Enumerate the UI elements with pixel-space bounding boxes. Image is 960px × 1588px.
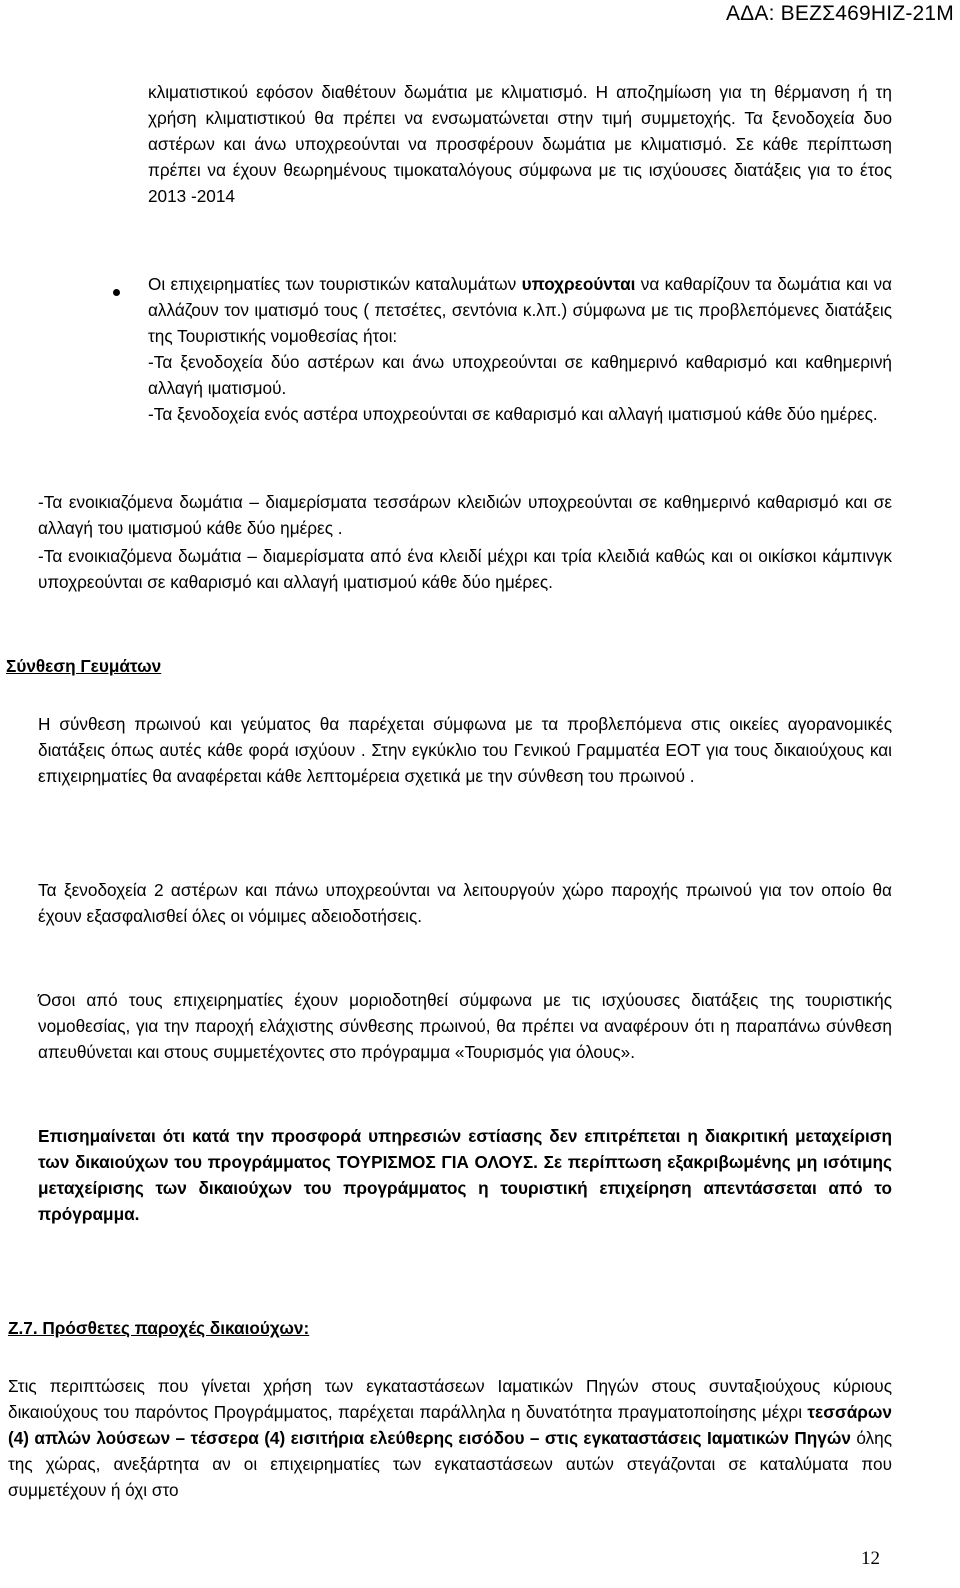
page-number: 12 [861, 1548, 880, 1569]
spa-text-post: όλης της χώρας, ανεξάρτητα αν οι επιχειρηματίες των εγκαταστάσεων αυτών στεγάζονται σε καταλύματα που συμμετέχουν ή όχι στο [8, 1428, 892, 1500]
bullet-text-bold: υποχρεούνται [521, 274, 636, 294]
heading-meal-composition: Σύνθεση Γευμάτων [6, 656, 162, 676]
bullet-text-pre: Οι επιχειρηματίες των τουριστικών καταλυμάτων [148, 274, 522, 294]
bullet-text-post: να καθαρίζουν τα δωμάτια και να αλλάζουν τον ιματισμό τους ( πετσέτες, σεντόνια κ.λπ.) σύμφωνα με τις προβλεπόμενες διατάξεις της Τουριστικής νομοθεσίας ήτοι: [148, 274, 892, 346]
bullet-item-cleaning [148, 271, 892, 427]
paragraph-minimum-breakfast: Όσοι από τους επιχειρηματίες έχουν μοριοδοτηθεί σύμφωνα με τις ισχύουσες διατάξεις της τουριστικής νομοθεσίας, για την παροχή ελάχιστης σύνθεσης πρωινού, θα πρέπει να αναφέρουν ότι η παραπάνω σύνθεση απευθύνεται και στους συμμετέχοντες στο πρόγραμμα «Τουρισμός για όλους». [38, 990, 892, 1062]
paragraph-equal-treatment-notice: Επισημαίνεται ότι κατά την προσφορά υπηρεσιών εστίασης δεν επιτρέπεται η διακριτική μεταχείριση των δικαιούχων του προγράμματος ΤΟΥΡΙΣΜΟΣ ΓΙΑ ΟΛΟΥΣ. Σε περίπτωση εξακριβωμένης μη ισότιμης μεταχείρισης των δικαιούχων του προγράμματος η τουριστική επιχείρηση απεντάσσεται από το πρόγραμμα. [38, 1126, 892, 1224]
paragraph-four-key-rooms: -Τα ενοικιαζόμενα δωμάτια – διαμερίσματα τεσσάρων κλειδιών υποχρεούνται σε καθημερινό καθαρισμό και σε αλλαγή του ιματισμού κάθε δύο ημέρες . [38, 492, 892, 538]
spa-text-pre: Στις περιπτώσεις που γίνεται χρήση των εγκαταστάσεων Ιαματικών Πηγών στους συνταξιούχους κύριους δικαιούχους του παρόντος Προγράμματος, παρέχεται παράλληλα η δυνατότητα πραγματοποίησης μέχρι [8, 1376, 892, 1422]
bullet-icon [113, 289, 120, 296]
heading-z7-additional-benefits: Ζ.7. Πρόσθετες παροχές δικαιούχων: [8, 1318, 310, 1338]
one-star-hotels-line: -Τα ξενοδοχεία ενός αστέρα υποχρεούνται σε καθαρισμό και αλλαγή ιματισμού κάθε δύο ημέρες. [148, 404, 878, 424]
paragraph-spa-benefits [8, 1373, 892, 1503]
paragraph-air-conditioning: κλιματιστικού εφόσον διαθέτουν δωμάτια με κλιματισμό. Η αποζημίωση για τη θέρμανση ή τη χρήση κλιματιστικού θα πρέπει να ενσωματώνεται στην τιμή συμμετοχής. Τα ξενοδοχεία δυο αστέρων και άνω υποχρεούνται να προσφέρουν δωμάτια με κλιματισμό. Σε κάθε περίπτωση πρέπει να έχουν θεωρημένους τιμοκαταλόγους σύμφωνα με τις ισχύουσες διατάξεις για το έτος 2013 -2014 [148, 82, 892, 206]
paragraph-meal-composition: Η σύνθεση πρωινού και γεύματος θα παρέχεται σύμφωνα με τα προβλεπόμενα στις οικείες αγορανομικές διατάξεις όπως αυτές κάθε φορά ισχύουν . Στην εγκύκλιο του Γενικού Γραμματέα ΕΟΤ για τους δικαιούχους και επιχειρηματίες θα αναφέρεται κάθε λεπτομέρεια σχετικά με την σύνθεση του πρωινού . [38, 714, 892, 786]
paragraph-breakfast-space: Τα ξενοδοχεία 2 αστέρων και πάνω υποχρεούνται να λειτουργούν χώρο παροχής πρωινού για τον οποίο θα έχουν εξασφαλισθεί όλες οι νόμιμες αδειοδοτήσεις. [38, 880, 892, 926]
two-star-hotels-line: -Τα ξενοδοχεία δύο αστέρων και άνω υποχρεούνται σε καθημερινό καθαρισμό και καθημερινή αλλαγή ιματισμού. [148, 352, 892, 398]
spa-text-bold: τεσσάρων (4) απλών λούσεων – τέσσερα (4) εισιτήρια ελεύθερης εισόδου – στις εγκαταστάσεις Ιαματικών Πηγών [8, 1402, 892, 1448]
ada-document-code: ΑΔΑ: ΒΕΖΣ469ΗΙΖ-21Μ [725, 2, 954, 25]
paragraph-one-to-three-key-rooms: -Τα ενοικιαζόμενα δωμάτια – διαμερίσματα από ένα κλειδί μέχρι και τρία κλειδιά καθώς και οι οικίσκοι κάμπινγκ υποχρεούνται σε καθαρισμό και αλλαγή ιματισμού κάθε δύο ημέρες. [38, 546, 892, 592]
